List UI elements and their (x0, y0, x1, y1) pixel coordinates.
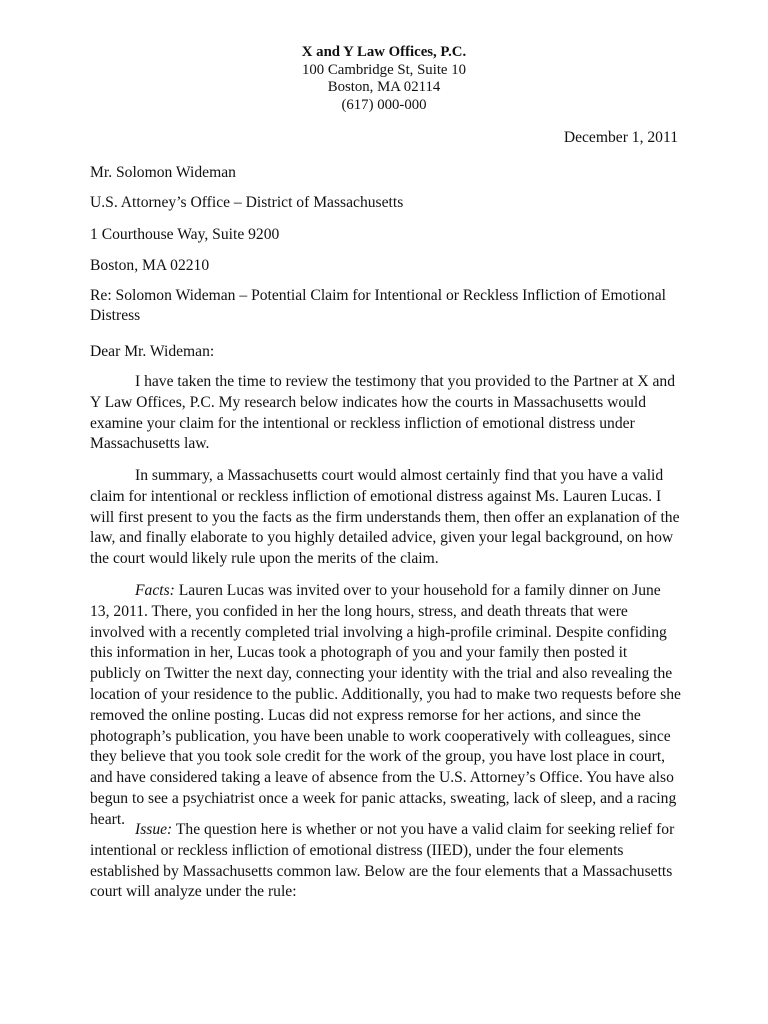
letter-date: December 1, 2011 (563, 129, 678, 146)
firm-phone: (617) 000-000 (341, 96, 427, 113)
facts-text: Lauren Lucas was invited over to your household for a family dinner on June 13, 2011. There, you confided in her the long hours, stress, and death threats that were involved with a recently completed trial involving a high-profile criminal. Despite confiding this information in her, Lucas took a photograph of you and your family then posted it publicly on Twitter the next day, connecting your identity with the trial and also revealing the location of your residence to the public. Additionally, you had to make two requests before she removed the online posting. Lucas did not express remorse for her actions, and since the photograph’s publication, you have been unable to work cooperatively with colleagues, since they believe that you took sole credit for the work of the group, you have lost place in court, and have considered taking a leave of absence from the U.S. Attorney’s Office. You have also begun to see a psychiatrist once a week for panic attacks, sweating, lack of sleep, and a racing heart. (90, 582, 681, 828)
subject-line: Re: Solomon Wideman – Potential Claim for Intentional or Reckless Infliction of Emotional Distress (90, 287, 666, 324)
firm-name: X and Y Law Offices, P.C. (301, 44, 467, 60)
recipient-street: 1 Courthouse Way, Suite 9200 (90, 226, 280, 243)
letterhead (0, 44, 768, 114)
facts-paragraph (90, 581, 682, 831)
salutation: Dear Mr. Wideman: (90, 343, 215, 360)
intro-paragraph: I have taken the time to review the testimony that you provided to the Partner at X and Y Law Offices, P.C. My research below indicates how the courts in Massachusetts would examine your claim for the intentional or reckless infliction of emotional distress under Massachusetts law. (90, 373, 675, 453)
summary-paragraph: In summary, a Massachusetts court would almost certainly find that you have a valid claim for intentional or reckless infliction of emotional distress against Ms. Lauren Lucas. I will first present to you the facts as the firm understands them, then offer an explanation of the law, and finally elaborate to you highly detailed advice, given your legal background, on how the court would likely rule upon the merits of the claim. (90, 467, 680, 568)
recipient-city-state-zip: Boston, MA 02210 (90, 257, 210, 274)
issue-heading: Issue: (135, 821, 173, 838)
facts-heading: Facts: (135, 582, 175, 599)
firm-address-line1: 100 Cambridge St, Suite 10 (302, 61, 466, 78)
issue-paragraph (90, 820, 682, 903)
recipient-office: U.S. Attorney’s Office – District of Massachusetts (90, 194, 404, 211)
firm-address-line2: Boston, MA 02114 (327, 79, 441, 95)
issue-text: The question here is whether or not you have a valid claim for seeking relief for intentional or reckless infliction of emotional distress (IIED), under the four elements established by Massachusetts common law. Below are the four elements that a Massachusetts court will analyze under the rule: (90, 821, 675, 901)
recipient-name: Mr. Solomon Wideman (90, 164, 236, 181)
